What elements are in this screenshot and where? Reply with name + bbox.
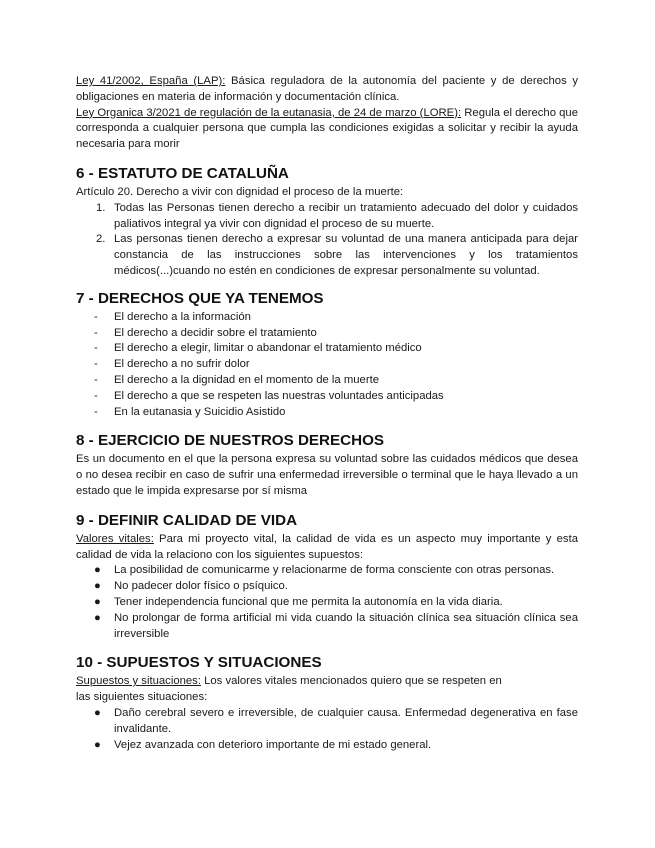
- lap-law-link[interactable]: Ley 41/2002, España (LAP):: [76, 75, 226, 87]
- valores-vitales-link[interactable]: Valores vitales:: [76, 532, 154, 545]
- dash-marker: -: [94, 358, 98, 371]
- bullet-icon: ●: [94, 738, 101, 751]
- list-item: [76, 341, 578, 357]
- list-item: [76, 738, 578, 754]
- list-item: [76, 595, 578, 611]
- list-item: [76, 310, 578, 326]
- list-item: [76, 706, 578, 738]
- list-item-text: El derecho a no sufrir dolor: [114, 358, 250, 371]
- intro-paragraph-lore: [76, 106, 578, 153]
- bullet-icon: ●: [94, 564, 101, 577]
- list-marker: 2.: [96, 233, 106, 246]
- list-item-text: No prolongar de forma artificial mi vida cuando la situación clínica sea situación clínica sea irreversible: [114, 611, 578, 640]
- supuestos-link[interactable]: Supuestos y situaciones:: [76, 675, 201, 688]
- section-9-intro: [76, 532, 578, 564]
- list-item: [76, 405, 578, 421]
- list-item-text: Tener independencia funcional que me permita la autonomía en la vida diaria.: [114, 595, 503, 608]
- dash-marker: -: [94, 405, 98, 418]
- section-7-title: 7 - DERECHOS QUE YA TENEMOS: [76, 289, 324, 307]
- list-item-text: El derecho a que se respeten las nuestras voluntades anticipadas: [114, 389, 444, 402]
- list-item: [76, 373, 578, 389]
- bullet-icon: ●: [94, 706, 101, 719]
- list-item-text: El derecho a decidir sobre el tratamiento: [114, 326, 317, 339]
- section-10-list: [76, 706, 578, 753]
- list-item: [76, 579, 578, 595]
- section-10: [76, 653, 578, 753]
- list-item: [76, 232, 578, 279]
- list-item: [76, 611, 578, 643]
- dash-marker: -: [94, 373, 98, 386]
- section-8-text: Es un documento en el que la persona expresa su voluntad sobre las cuidados médicos que desea o no desea recibir en caso de sufrir una enfermedad irreversible o terminal que le haya llevado a un estado que le impida expresarse por sí misma: [76, 453, 578, 497]
- dash-marker: -: [94, 389, 98, 402]
- list-item: [76, 389, 578, 405]
- section-10-intro: [76, 674, 578, 690]
- section-10-intro-text: Los valores vitales mencionados quiero que se respeten en: [200, 675, 502, 688]
- section-9-intro-text: Para mi proyecto vital, la calidad de vida es un aspecto muy importante y esta calidad de vida la relaciono con los siguientes supuestos:: [76, 532, 578, 561]
- list-item-text: El derecho a la información: [114, 310, 251, 323]
- bullet-icon: ●: [94, 611, 101, 624]
- section-8-title: 8 - EJERCICIO DE NUESTROS DERECHOS: [76, 432, 385, 450]
- list-item-text: Todas las Personas tienen derecho a recibir un tratamiento adecuado del dolor y cuidados paliativos integral ya vivir con dignidad el proceso de su muerte.: [114, 201, 578, 230]
- dash-marker: -: [94, 310, 98, 323]
- bullet-icon: ●: [94, 595, 101, 608]
- section-9-list: [76, 563, 578, 642]
- list-item-text: La posibilidad de comunicarme y relacionarme de forma consciente con otras personas.: [114, 564, 555, 577]
- list-item: [76, 326, 578, 342]
- list-item-text: En la eutanasia y Suicidio Asistido: [114, 405, 286, 418]
- section-6-title: 6 - ESTATUTO DE CATALUÑA: [76, 164, 289, 182]
- list-item-text: No padecer dolor físico o psíquico.: [114, 580, 288, 593]
- section-6: [76, 164, 578, 280]
- lore-law-text: Regula el derecho que corresponda a cualquier persona que cumpla las condiciones exigidas a solicitar y recibir la ayuda necesaria para morir: [76, 106, 578, 151]
- list-marker: 1.: [96, 201, 106, 214]
- section-7-list: [76, 310, 578, 421]
- section-7: [76, 289, 578, 421]
- list-item-text: Vejez avanzada con deterioro importante de mi estado general.: [114, 738, 432, 751]
- list-item-text: El derecho a la dignidad en el momento de la muerte: [114, 373, 380, 386]
- list-item-text: Las personas tienen derecho a expresar su voluntad de una manera anticipada para dejar constancia de las instrucciones sobre las intervenciones y los tratamientos médicos(...)cuando no estén en condiciones de expresar personalmente su voluntad.: [114, 233, 578, 277]
- section-8: [76, 431, 578, 499]
- list-item: [76, 563, 578, 579]
- dash-marker: -: [94, 342, 98, 355]
- section-10-intro-cont: las siguientes situaciones:: [76, 691, 208, 704]
- list-item: [76, 201, 578, 233]
- lore-law-link[interactable]: Ley Organica 3/2021 de regulación de la eutanasia, de 24 de marzo (LORE):: [76, 106, 462, 119]
- dash-marker: -: [94, 326, 98, 339]
- bullet-icon: ●: [94, 580, 101, 593]
- intro-paragraph-lap: [76, 74, 578, 106]
- lap-law-text: Básica reguladora de la autonomía del paciente y de derechos y obligaciones en materia de información y documentación clínica.: [76, 75, 579, 103]
- list-item-text: Daño cerebral severo e irreversible, de cualquier causa. Enfermedad degenerativa en fase invalidante.: [114, 706, 578, 735]
- section-9-title: 9 - DEFINIR CALIDAD DE VIDA: [76, 511, 298, 529]
- section-6-intro: Artículo 20. Derecho a vivir con dignidad el proceso de la muerte:: [76, 185, 404, 198]
- list-item: [76, 357, 578, 373]
- section-9: [76, 511, 578, 643]
- section-10-title: 10 - SUPUESTOS Y SITUACIONES: [76, 654, 322, 672]
- document-page: [76, 74, 578, 753]
- section-6-list: [76, 201, 578, 280]
- list-item-text: El derecho a elegir, limitar o abandonar el tratamiento médico: [114, 342, 422, 355]
